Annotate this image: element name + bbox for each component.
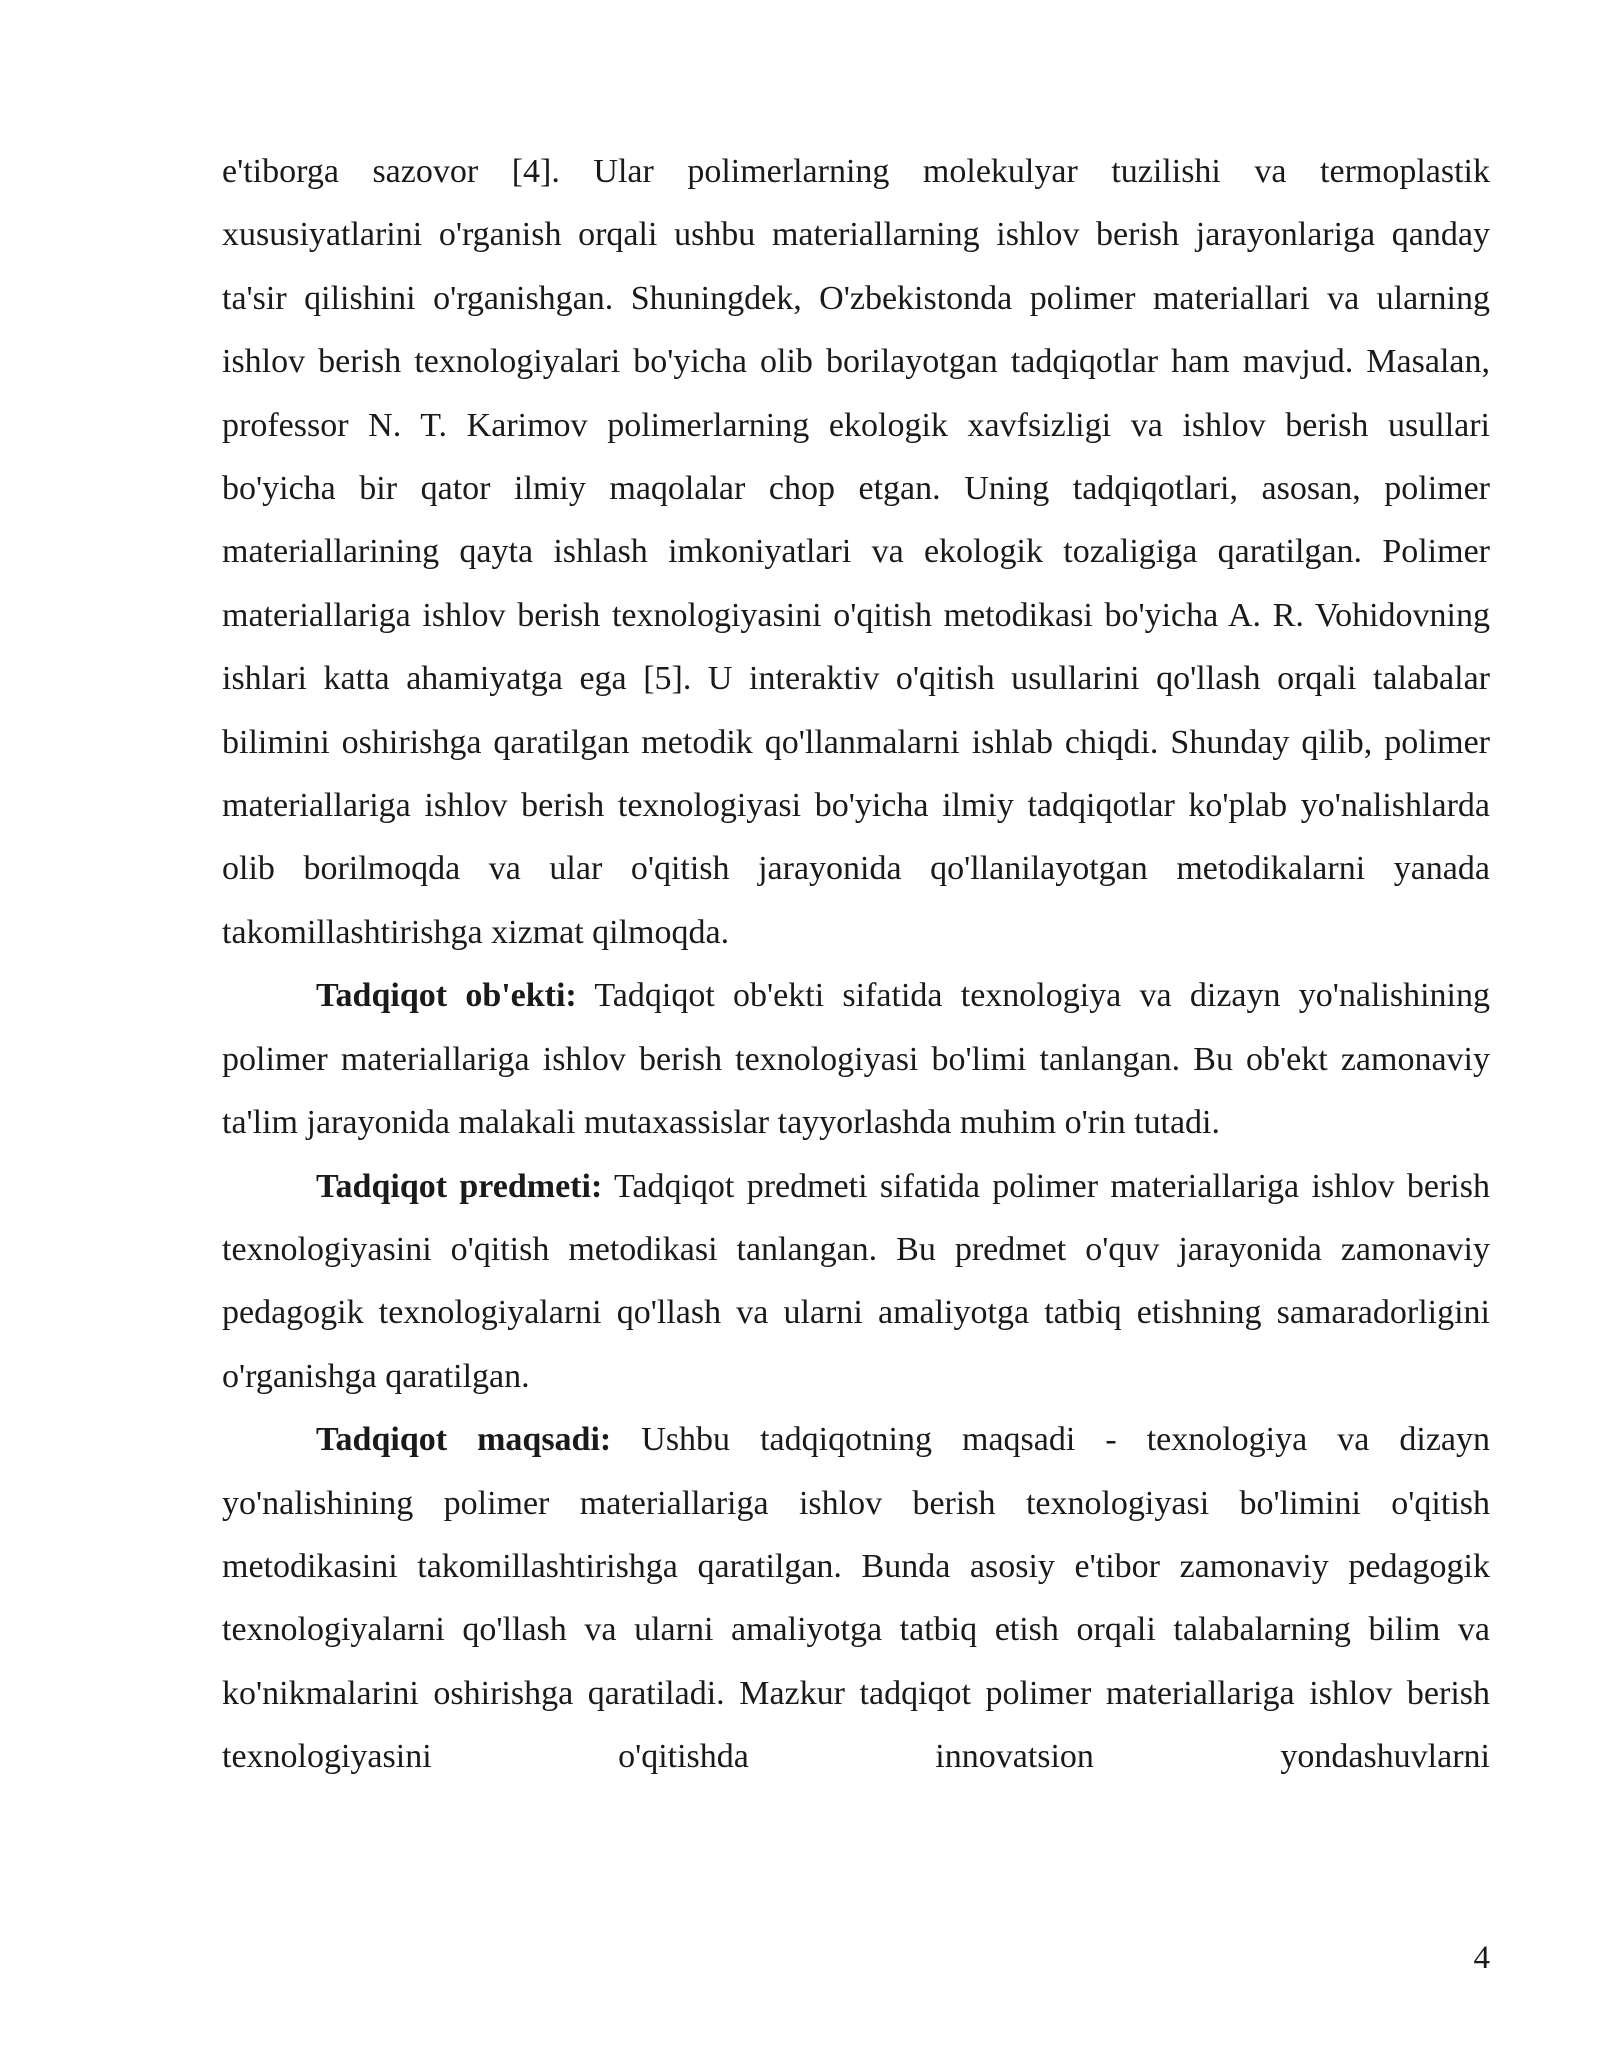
page-number: 4 [1473,1940,1490,1976]
paragraph-heading: Tadqiqot ob'ekti: [316,977,577,1015]
paragraph-research-subject [222,1155,1490,1409]
paragraph-research-object [222,964,1490,1154]
paragraph-heading: Tadqiqot predmeti: [316,1167,603,1205]
paragraph-literature-review [222,140,1490,964]
paragraph-text: Ushbu tadqiqotning maqsadi - texnologiya va dizayn yo'nalishining polimer materiallariga ishlov berish texnologiyasi bo'limini o'qitish metodikasini takomillashtirishga qaratilgan. Bunda asosiy e'tibor zamonaviy pedagogik texnologiyalarni qo'llash va ularni amaliyotga tatbiq etish orqali talabalarning bilim va ko'nikmalarini oshirishga qaratiladi. Mazkur tadqiqot polimer materiallariga ishlov berish texnologiyasini o'qitishda innovatsion yondashuvlarni [222,1421,1490,1776]
document-page [222,140,1490,1789]
paragraph-text: Tadqiqot predmeti sifatida polimer materiallariga ishlov berish texnologiyasini o'qitish metodikasi tanlangan. Bu predmet o'quv jarayonida zamonaviy pedagogik texnologiyalarni qo'llash va ularni amaliyotga tatbiq etishning samaradorligini o'rganishga qaratilgan. [222,1167,1490,1395]
paragraph-text: Tadqiqot ob'ekti sifatida texnologiya va dizayn yo'nalishining polimer materiallariga ishlov berish texnologiyasi bo'limi tanlangan. Bu ob'ekt zamonaviy ta'lim jarayonida malakali mutaxassislar tayyorlashda muhim o'rin tutadi. [222,977,1491,1142]
paragraph-heading: Tadqiqot maqsadi: [316,1421,612,1459]
paragraph-research-goal [222,1408,1490,1788]
paragraph-text: e'tiborga sazovor [4]. Ular polimerlarning molekulyar tuzilishi va termoplastik xususiyatlarini o'rganish orqali ushbu materiallarning ishlov berish jarayonlariga qanday ta'sir qilishini o'rganishgan. Shuningdek, O'zbekistonda polimer materiallari va ularning ishlov berish texnologiyalari bo'yicha olib borilayotgan tadqiqotlar ham mavjud. Masalan, professor N. T. Karimov polimerlarning ekologik xavfsizligi va ishlov berish usullari bo'yicha bir qator ilmiy maqolalar chop etgan. Uning tadqiqotlari, asosan, polimer materiallarining qayta ishlash imkoniyatlari va ekologik tozaligiga qaratilgan. Polimer materiallariga ishlov berish texnologiyasini o'qitish metodikasi bo'yicha A. R. Vohidovning ishlari katta ahamiyatga ega [5]. U interaktiv o'qitish usullarini qo'llash orqali talabalar bilimini oshirishga qaratilgan metodik qo'llanmalarni ishlab chiqdi. Shunday qilib, polimer materiallariga ishlov berish texnologiyasi bo'yicha ilmiy tadqiqotlar ko'plab yo'nalishlarda olib borilmoqda va ular o'qitish jarayonida qo'llanilayotgan metodikalarni yanada takomillashtirishga xizmat qilmoqda. [222,153,1490,951]
